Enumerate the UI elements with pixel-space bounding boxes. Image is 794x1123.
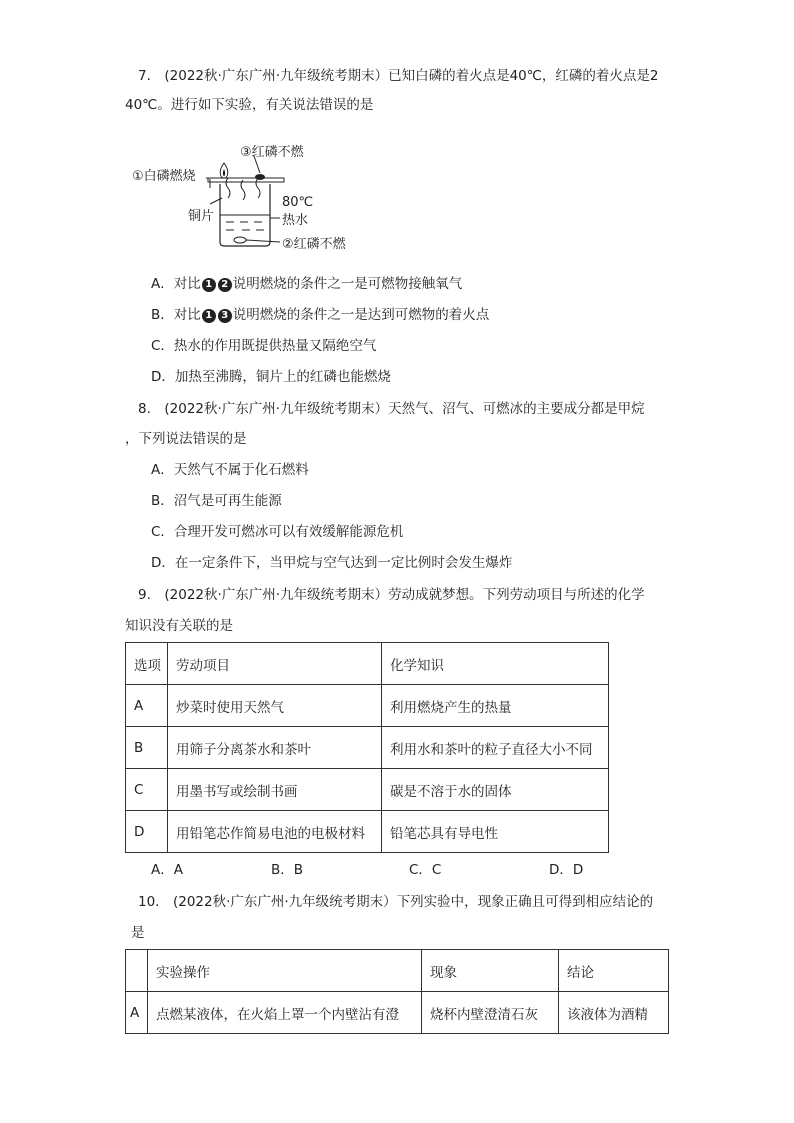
- table-header-cell: 化学知识: [382, 643, 609, 685]
- table-header-row: [126, 950, 669, 992]
- q7-option-c: C．热水的作用既提供热量又隔绝空气: [151, 338, 377, 354]
- q9-choice-b: B．B: [271, 862, 304, 878]
- circled-number: 1: [202, 309, 216, 323]
- combustion-experiment-figure: [130, 138, 370, 258]
- table-cell: A: [126, 685, 168, 727]
- table-row: [126, 811, 609, 853]
- q7-option-a: [151, 274, 462, 294]
- q9-table: [125, 642, 609, 853]
- figure-label-copper: 铜片: [188, 209, 215, 224]
- q8-option-c: C．合理开发可燃冰可以有效缓解能源危机: [151, 524, 404, 540]
- q7-option-b: [151, 305, 489, 325]
- table-header-cell: 劳动项目: [168, 643, 382, 685]
- figure-label-temp: 80℃: [282, 195, 314, 210]
- q9-stem-line2: 知识没有关联的是: [125, 618, 233, 634]
- q7-option-a-text: 说明燃烧的条件之一是可燃物接触氧气: [232, 276, 463, 292]
- table-header-cell: 实验操作: [148, 950, 422, 992]
- table-cell: 炒菜时使用天然气: [168, 685, 382, 727]
- table-cell: 点燃某液体，在火焰上罩一个内壁沾有澄: [148, 992, 422, 1034]
- table-cell: 用铅笔芯作简易电池的电极材料: [168, 811, 382, 853]
- circled-number: 2: [218, 278, 232, 292]
- table-cell: 利用水和茶叶的粒子直径大小不同: [382, 727, 609, 769]
- table-cell: D: [126, 811, 168, 853]
- q7-option-b-text: 说明燃烧的条件之一是达到可燃物的着火点: [232, 307, 490, 323]
- table-header-cell: 现象: [422, 950, 559, 992]
- table-header-row: [126, 643, 609, 685]
- q10-table: [125, 949, 669, 1034]
- q10-stem-line1: 10. (2022秋·广东广州·九年级统考期末）下列实验中，现象正确且可得到相应结论的: [138, 894, 654, 910]
- q8-option-d: D．在一定条件下，当甲烷与空气达到一定比例时会发生爆炸: [151, 555, 513, 571]
- table-cell: 铅笔芯具有导电性: [382, 811, 609, 853]
- circled-number: 3: [218, 309, 232, 323]
- q8-stem-line2: ，下列说法错误的是: [125, 431, 247, 447]
- q8-option-a: A．天然气不属于化石燃料: [151, 462, 309, 478]
- q9-choice-a: A．A: [151, 862, 183, 878]
- q9-choices: [151, 860, 611, 880]
- table-cell: 用筛子分离茶水和茶叶: [168, 727, 382, 769]
- table-row: [126, 992, 669, 1034]
- table-header-cell: 选项: [126, 643, 168, 685]
- q9-choice-d: D．D: [549, 862, 584, 878]
- table-cell: 用墨书写或绘制书画: [168, 769, 382, 811]
- table-cell: C: [126, 769, 168, 811]
- q7-stem-line2: 40℃。进行如下实验，有关说法错误的是: [125, 97, 374, 113]
- table-cell: 该液体为酒精: [559, 992, 669, 1034]
- table-cell: 烧杯内壁澄清石灰: [422, 992, 559, 1034]
- table-cell: B: [126, 727, 168, 769]
- q9-stem-line1: 9. (2022秋·广东广州·九年级统考期末）劳动成就梦想。下列劳动项目与所述的化学: [138, 587, 645, 603]
- table-header-cell: [126, 950, 148, 992]
- table-row: [126, 769, 609, 811]
- table-row: [126, 727, 609, 769]
- q7-option-a-prefix: A．对比: [151, 276, 201, 292]
- table-header-cell: 结论: [559, 950, 669, 992]
- table-cell: 利用燃烧产生的热量: [382, 685, 609, 727]
- table-cell: 碳是不溶于水的固体: [382, 769, 609, 811]
- figure-label-water: 热水: [282, 213, 309, 228]
- q7-option-b-prefix: B．对比: [151, 307, 201, 323]
- table-cell: A: [126, 992, 148, 1034]
- figure-label-bottom: ②红磷不燃: [282, 237, 346, 252]
- figure-label-top: ③红磷不燃: [240, 145, 304, 160]
- circled-number: 1: [202, 278, 216, 292]
- q10-stem-line2: 是: [131, 925, 145, 941]
- q7-stem-line1: 7. (2022秋·广东广州·九年级统考期末）已知白磷的着火点是40℃，红磷的着火点是2: [138, 68, 659, 84]
- figure-label-left: ①白磷燃烧: [132, 169, 196, 184]
- q7-option-d: D．加热至沸腾，铜片上的红磷也能燃烧: [151, 369, 391, 385]
- q9-choice-c: C．C: [409, 862, 442, 878]
- q8-stem-line1: 8. (2022秋·广东广州·九年级统考期末）天然气、沼气、可燃冰的主要成分都是甲烷: [138, 401, 645, 417]
- table-row: [126, 685, 609, 727]
- q8-option-b: B．沼气是可再生能源: [151, 493, 282, 509]
